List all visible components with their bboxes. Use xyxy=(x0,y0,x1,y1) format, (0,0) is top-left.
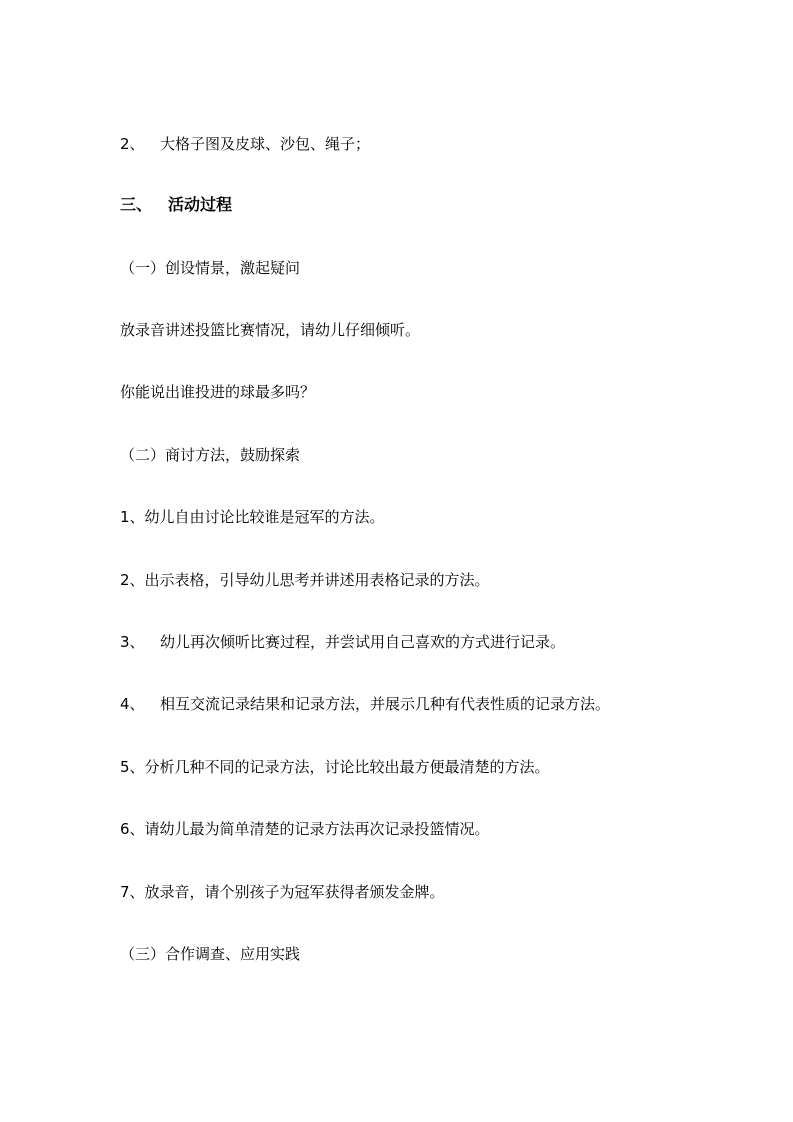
step-2: 2、出示表格，引导幼儿思考并讲述用表格记录的方法。 xyxy=(120,571,490,589)
step-1: 1、幼儿自由讨论比较谁是冠军的方法。 xyxy=(120,508,385,526)
section-number: 三、 xyxy=(120,195,153,214)
item-number: 2、 xyxy=(120,135,145,153)
subheading-2: （二）商讨方法，鼓励探索 xyxy=(120,446,301,464)
step-6: 6、请幼儿最为简单清楚的记录方法再次记录投篮情况。 xyxy=(120,820,490,838)
step-number: 3、 xyxy=(120,633,145,651)
paragraph-2: 你能说出谁投进的球最多吗？ xyxy=(120,383,316,401)
step-7: 7、放录音，请个别孩子为冠军获得者颁发金牌。 xyxy=(120,883,445,901)
section-heading-3 xyxy=(120,195,232,215)
material-item-2 xyxy=(120,134,370,154)
subheading-1: （一）创设情景，激起疑问 xyxy=(120,259,301,277)
step-4 xyxy=(120,694,610,714)
section-title: 活动过程 xyxy=(168,195,233,214)
step-number: 4、 xyxy=(120,695,145,713)
step-5: 5、分析几种不同的记录方法，讨论比较出最方便最清楚的方法。 xyxy=(120,758,550,776)
subheading-3: （三）合作调查、应用实践 xyxy=(120,945,301,963)
paragraph-1: 放录音讲述投篮比赛情况，请幼儿仔细倾听。 xyxy=(120,321,421,339)
item-text: 大格子图及皮球、沙包、绳子； xyxy=(160,135,371,153)
step-text: 相互交流记录结果和记录方法，并展示几种有代表性质的记录方法。 xyxy=(160,695,611,713)
step-3 xyxy=(120,632,565,652)
step-text: 幼儿再次倾听比赛过程，并尝试用自己喜欢的方式进行记录。 xyxy=(160,633,566,651)
